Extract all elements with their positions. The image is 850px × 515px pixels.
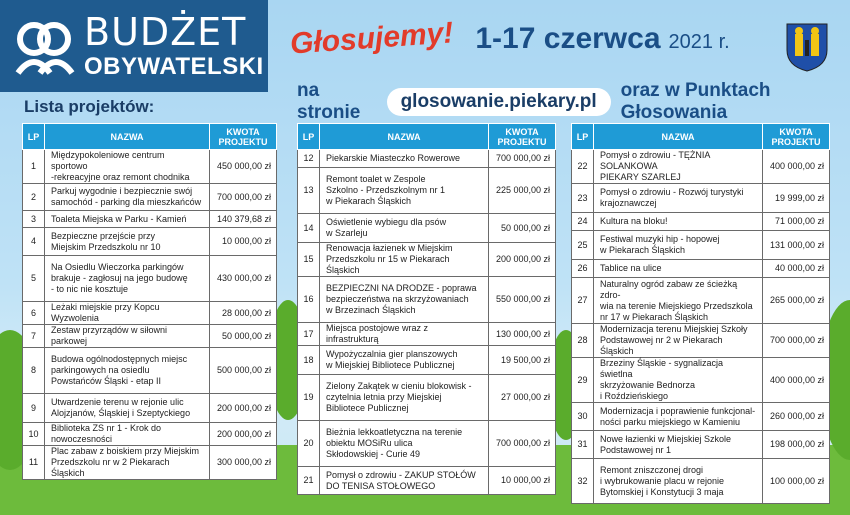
- header-amount: KWOTA PROJEKTU: [210, 124, 277, 150]
- row-number: 10: [23, 423, 45, 446]
- project-name: Utwardzenie terenu w rejonie ulic Alojzjanów, Śląskiej i Szeptyckiego: [45, 394, 210, 423]
- table-row: [298, 277, 556, 323]
- table-row: [23, 302, 277, 325]
- table-row: [23, 446, 277, 480]
- table-row: [298, 375, 556, 421]
- project-amount: 50 000,00 zł: [489, 214, 556, 243]
- table-row: [23, 256, 277, 302]
- table-row: [572, 231, 830, 260]
- project-name: Bezpieczne przejście przy Miejskim Przedszkolu nr 10: [45, 228, 210, 256]
- project-name: Pomysł o zdrowiu - TĘŻNIA SOLANKOWA PIEKARY SZARLEJ: [594, 150, 763, 184]
- row-number: 23: [572, 184, 594, 213]
- project-name: Plac zabaw z boiskiem przy Miejskim Przedszkolu nr w 2 Piekarach Śląskich: [45, 446, 210, 480]
- row-number: 4: [23, 228, 45, 256]
- row-number: 14: [298, 214, 320, 243]
- project-name: Zestaw przyrządów w siłowni parkowej: [45, 325, 210, 348]
- project-name: BEZPIECZNI NA DRODZE - poprawa bezpieczeństwa na skrzyżowaniach w Brzezinach Śląskich: [320, 277, 489, 323]
- project-name: Zielony Zakątek w cieniu blokowisk - czytelnia letnia przy Miejskiej Bibliotece Publicznej: [320, 375, 489, 421]
- header-amount: KWOTA PROJEKTU: [763, 124, 830, 150]
- row-number: 17: [298, 323, 320, 346]
- project-name: Nowe łazienki w Miejskiej Szkole Podstawowej nr 1: [594, 431, 763, 459]
- table-row: [298, 323, 556, 346]
- table-row: [23, 150, 277, 184]
- header-lp: LP: [23, 124, 45, 150]
- project-name: Modernizacja i poprawienie funkcjonal- ności parku miejskiego w Kamieniu: [594, 403, 763, 431]
- project-amount: 100 000,00 zł: [763, 459, 830, 504]
- project-table-3: [571, 123, 830, 504]
- row-number: 22: [572, 150, 594, 184]
- project-amount: 198 000,00 zł: [763, 431, 830, 459]
- vote-url-line: [297, 80, 850, 124]
- table-row: [298, 421, 556, 467]
- project-amount: 10 000,00 zł: [210, 228, 277, 256]
- table-row: [298, 346, 556, 375]
- project-name: Budowa ogólnodostępnych miejsc parkingowych na osiedlu Powstańców Śląski - etap II: [45, 348, 210, 394]
- vote-url-link[interactable]: glosowanie.piekary.pl: [387, 88, 611, 116]
- project-amount: 200 000,00 zł: [210, 394, 277, 423]
- row-number: 12: [298, 150, 320, 168]
- project-amount: 430 000,00 zł: [210, 256, 277, 302]
- table-row: [572, 431, 830, 459]
- table-row: [23, 325, 277, 348]
- headline: [289, 16, 730, 61]
- project-amount: 700 000,00 zł: [489, 421, 556, 467]
- row-number: 26: [572, 260, 594, 278]
- project-amount: 550 000,00 zł: [489, 277, 556, 323]
- project-amount: 200 000,00 zł: [210, 423, 277, 446]
- project-name: Renowacja łazienek w Miejskim Przedszkolu nr 15 w Piekarach Śląskich: [320, 243, 489, 277]
- project-name: Modernizacja terenu Miejskiej Szkoły Podstawowej nr 2 w Piekarach Śląskich: [594, 324, 763, 358]
- project-amount: 40 000,00 zł: [763, 260, 830, 278]
- logo-line2: OBYWATELSKI: [84, 53, 264, 80]
- row-number: 21: [298, 467, 320, 495]
- table-row: [298, 168, 556, 214]
- header-name: NAZWA: [594, 124, 763, 150]
- row-number: 30: [572, 403, 594, 431]
- table-row: [572, 403, 830, 431]
- header-lp: LP: [298, 124, 320, 150]
- row-number: 7: [23, 325, 45, 348]
- people-logo-icon: [14, 15, 76, 77]
- table-row: [23, 348, 277, 394]
- table-row: [23, 394, 277, 423]
- project-amount: 140 379,68 zł: [210, 211, 277, 228]
- row-number: 25: [572, 231, 594, 260]
- project-name: Pomysł o zdrowiu - Rozwój turystyki krajoznawczej: [594, 184, 763, 213]
- project-name: Brzeziny Śląskie - sygnalizacja świetlna skrzyżowanie Bednorza i Roździeńskiego: [594, 358, 763, 403]
- project-name: Międzypokoleniowe centrum sportowo -rekreacyjne oraz remont chodnika: [45, 150, 210, 184]
- project-amount: 450 000,00 zł: [210, 150, 277, 184]
- table-row: [298, 467, 556, 495]
- header-amount: KWOTA PROJEKTU: [489, 124, 556, 150]
- project-name: Bieżnia lekkoatletyczna na terenie obiektu MOSiRu ulica Skłodowskiej - Curie 49: [320, 421, 489, 467]
- row-number: 20: [298, 421, 320, 467]
- project-amount: 300 000,00 zł: [210, 446, 277, 480]
- row-number: 11: [23, 446, 45, 480]
- row-number: 18: [298, 346, 320, 375]
- budget-logo: [0, 0, 268, 92]
- project-name: Leżaki miejskie przy Kopcu Wyzwolenia: [45, 302, 210, 325]
- project-amount: 400 000,00 zł: [763, 358, 830, 403]
- project-amount: 27 000,00 zł: [489, 375, 556, 421]
- vote-year: 2021 r.: [668, 31, 730, 53]
- project-table-1: [22, 123, 277, 480]
- project-name: Toaleta Miejska w Parku - Kamień: [45, 211, 210, 228]
- project-amount: 19 500,00 zł: [489, 346, 556, 375]
- table-row: [23, 211, 277, 228]
- row-number: 31: [572, 431, 594, 459]
- table-row: [23, 184, 277, 211]
- row-number: 8: [23, 348, 45, 394]
- project-amount: 71 000,00 zł: [763, 213, 830, 231]
- project-name: Miejsca postojowe wraz z infrastrukturą: [320, 323, 489, 346]
- row-number: 2: [23, 184, 45, 211]
- project-amount: 10 000,00 zł: [489, 467, 556, 495]
- row-number: 32: [572, 459, 594, 504]
- table-row: [572, 324, 830, 358]
- project-amount: 28 000,00 zł: [210, 302, 277, 325]
- section-title: Lista projektów:: [24, 97, 155, 116]
- row-number: 13: [298, 168, 320, 214]
- row-number: 9: [23, 394, 45, 423]
- project-amount: 260 000,00 zł: [763, 403, 830, 431]
- url-suffix: oraz w Punktach Głosowania: [620, 80, 771, 123]
- project-name: Remont zniszczonej drogi i wybrukowanie placu w rejonie Bytomskiej i Konstytucji 3 maja: [594, 459, 763, 504]
- project-amount: 500 000,00 zł: [210, 348, 277, 394]
- project-name: Tablice na ulice: [594, 260, 763, 278]
- project-name: Wypożyczalnia gier planszowych w Miejskiej Bibliotece Publicznej: [320, 346, 489, 375]
- project-amount: 700 000,00 zł: [763, 324, 830, 358]
- table-row: [572, 260, 830, 278]
- header-lp: LP: [572, 124, 594, 150]
- project-amount: 265 000,00 zł: [763, 278, 830, 324]
- row-number: 15: [298, 243, 320, 277]
- url-prefix: na stronie: [297, 80, 361, 123]
- table-row: [298, 214, 556, 243]
- header-name: NAZWA: [320, 124, 489, 150]
- row-number: 6: [23, 302, 45, 325]
- vote-dates: 1-17 czerwca: [475, 22, 661, 55]
- table-row: [572, 459, 830, 504]
- project-amount: 130 000,00 zł: [489, 323, 556, 346]
- project-amount: 225 000,00 zł: [489, 168, 556, 214]
- row-number: 29: [572, 358, 594, 403]
- row-number: 24: [572, 213, 594, 231]
- table-row: [572, 358, 830, 403]
- city-crest-icon: [785, 22, 829, 72]
- project-amount: 700 000,00 zł: [210, 184, 277, 211]
- project-name: Na Osiedlu Wieczorka parkingów brakuje - zagłosuj na jego budowę - to nic nie kosztuje: [45, 256, 210, 302]
- project-name: Remont toalet w Zespole Szkolno - Przedszkolnym nr 1 w Piekarach Śląskich: [320, 168, 489, 214]
- project-name: Biblioteka ZS nr 1 - Krok do nowoczesności: [45, 423, 210, 446]
- table-row: [298, 150, 556, 168]
- project-name: Festiwal muzyki hip - hopowej w Piekarach Śląskich: [594, 231, 763, 260]
- row-number: 19: [298, 375, 320, 421]
- row-number: 5: [23, 256, 45, 302]
- project-name: Parkuj wygodnie i bezpiecznie swój samochód - parking dla mieszkańców: [45, 184, 210, 211]
- table-row: [572, 184, 830, 213]
- row-number: 27: [572, 278, 594, 324]
- project-amount: 200 000,00 zł: [489, 243, 556, 277]
- project-amount: 700 000,00 zł: [489, 150, 556, 168]
- project-name: Piekarskie Miasteczko Rowerowe: [320, 150, 489, 168]
- row-number: 1: [23, 150, 45, 184]
- project-amount: 19 999,00 zł: [763, 184, 830, 213]
- table-row: [572, 150, 830, 184]
- table-row: [23, 228, 277, 256]
- table-row: [298, 243, 556, 277]
- table-row: [23, 423, 277, 446]
- project-name: Pomysł o zdrowiu - ZAKUP STOŁÓW DO TENISA STOŁOWEGO: [320, 467, 489, 495]
- project-amount: 400 000,00 zł: [763, 150, 830, 184]
- project-table-2: [297, 123, 556, 495]
- row-number: 16: [298, 277, 320, 323]
- table-row: [572, 278, 830, 324]
- row-number: 28: [572, 324, 594, 358]
- table-row: [572, 213, 830, 231]
- project-name: Kultura na bloku!: [594, 213, 763, 231]
- row-number: 3: [23, 211, 45, 228]
- project-name: Naturalny ogród zabaw ze ścieżką zdro- wia na terenie Miejskiego Przedszkola nr 17 w Piekarach Śląskich: [594, 278, 763, 324]
- header-name: NAZWA: [45, 124, 210, 150]
- logo-line1: BUDŻET: [84, 10, 247, 54]
- vote-slogan: Głosujemy!: [289, 16, 455, 61]
- project-amount: 50 000,00 zł: [210, 325, 277, 348]
- project-name: Oświetlenie wybiegu dla psów w Szarleju: [320, 214, 489, 243]
- project-amount: 131 000,00 zł: [763, 231, 830, 260]
